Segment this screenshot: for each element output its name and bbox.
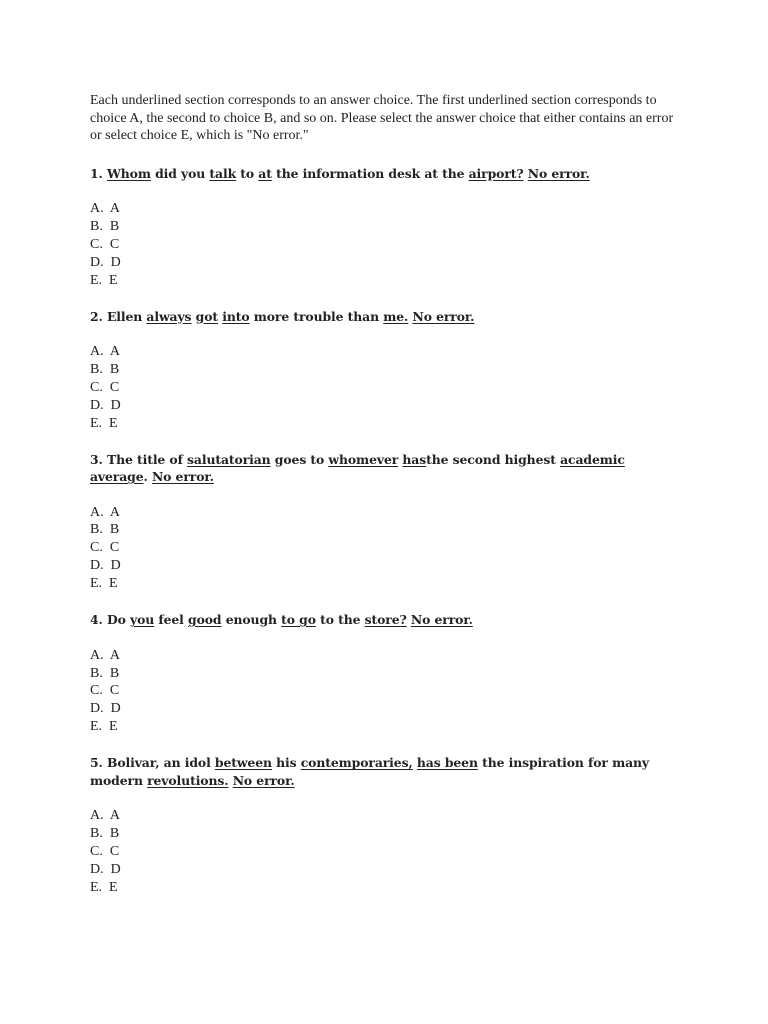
worksheet: [90, 92, 680, 915]
answer-choice: A. A: [90, 201, 120, 216]
question-segment: his: [271, 755, 301, 771]
underlined-segment: No error.: [232, 772, 295, 788]
underlined-segment: you: [129, 612, 155, 628]
answer-choice: A. A: [90, 504, 120, 520]
underlined-segment: talk: [209, 165, 237, 181]
underlined-segment: airport?: [468, 165, 524, 181]
answer-choice: B. B: [90, 522, 120, 538]
answer-choice: C. C: [90, 540, 120, 556]
underlined-segment: store?: [364, 612, 407, 628]
answer-choice: B. B: [90, 665, 120, 681]
answer-choice: E. E: [90, 879, 118, 895]
question-segment: the second highest: [426, 451, 561, 467]
answer-choice: A. A: [90, 647, 120, 663]
answer-choice-list: [90, 200, 680, 290]
answer-choice: D. D: [90, 254, 121, 270]
question-text: [90, 308, 680, 326]
answer-choice: E. E: [90, 415, 118, 431]
answer-choice: E. E: [90, 719, 118, 735]
question-segment: 2. Ellen: [90, 308, 147, 324]
answer-choice-list: [90, 647, 680, 737]
question-block: [90, 165, 680, 290]
question-block: [90, 451, 680, 594]
answer-choice-list: [90, 504, 680, 594]
underlined-segment: into: [222, 308, 250, 324]
question-segment: .: [143, 469, 152, 485]
answer-choice: E. E: [90, 576, 118, 592]
answer-choice-list: [90, 807, 680, 897]
answer-choice: E. E: [90, 272, 118, 288]
answer-choice: D. D: [90, 861, 121, 877]
answer-choice: C. C: [90, 683, 120, 699]
underlined-segment: whomever: [328, 451, 399, 467]
question-block: [90, 754, 680, 897]
question-list: [90, 165, 680, 897]
underlined-segment: No error.: [410, 612, 473, 628]
question-segment: to the: [315, 612, 365, 628]
underlined-segment: salutatorian: [187, 451, 271, 467]
underlined-segment: has been: [416, 755, 478, 771]
answer-choice-list: [90, 343, 680, 433]
underlined-segment: me.: [383, 308, 409, 324]
question-segment: 3. The title of: [90, 451, 188, 467]
underlined-segment: at: [258, 165, 272, 181]
underlined-segment: got: [195, 308, 219, 324]
question-block: [90, 308, 680, 433]
answer-choice: B. B: [90, 218, 120, 234]
instructions-paragraph: Each underlined section corresponds to an answer choice. The first underlined section corresponds to choice A, the second to choice B, and so on. Please select the answer choice that either contains an error or select choice E, which is "No error.": [90, 93, 674, 143]
underlined-segment: No error.: [151, 469, 214, 485]
question-text: [90, 611, 680, 629]
answer-choice: C. C: [90, 843, 120, 859]
underlined-segment: always: [146, 308, 192, 324]
underlined-segment: good: [188, 612, 222, 628]
question-segment: feel: [154, 612, 189, 628]
question-segment: enough: [221, 612, 282, 628]
question-block: [90, 611, 680, 736]
question-segment: more trouble than: [249, 308, 384, 324]
question-text: [90, 165, 680, 183]
question-segment: goes to: [270, 451, 329, 467]
underlined-segment: Whom: [106, 165, 151, 181]
underlined-segment: No error.: [527, 165, 590, 181]
answer-choice: D. D: [90, 558, 121, 574]
question-segment: did you: [150, 165, 210, 181]
answer-choice: B. B: [90, 361, 120, 377]
underlined-segment: to go: [281, 612, 316, 628]
question-segment: the information desk at the: [271, 165, 469, 181]
underlined-segment: No error.: [412, 308, 475, 324]
underlined-segment: academic average: [90, 451, 625, 485]
question-segment: 5. Bolivar, an idol: [90, 755, 215, 771]
answer-choice: A. A: [90, 344, 120, 360]
question-segment: to: [236, 165, 259, 181]
answer-choice: D. D: [90, 701, 121, 717]
question-text: [90, 754, 680, 789]
question-text: [90, 451, 680, 486]
answer-choice: C. C: [90, 379, 120, 395]
answer-choice: D. D: [90, 397, 121, 413]
answer-choice: A. A: [90, 808, 120, 824]
question-segment: 1.: [90, 165, 107, 181]
underlined-segment: between: [214, 755, 272, 771]
question-segment: the inspiration for many modern: [90, 755, 650, 788]
answer-choice: C. C: [90, 236, 120, 252]
question-segment: 4. Do: [90, 612, 130, 628]
answer-choice: B. B: [90, 826, 120, 842]
underlined-segment: contemporaries,: [300, 755, 413, 771]
underlined-segment: revolutions.: [147, 772, 229, 788]
underlined-segment: has: [402, 451, 427, 467]
